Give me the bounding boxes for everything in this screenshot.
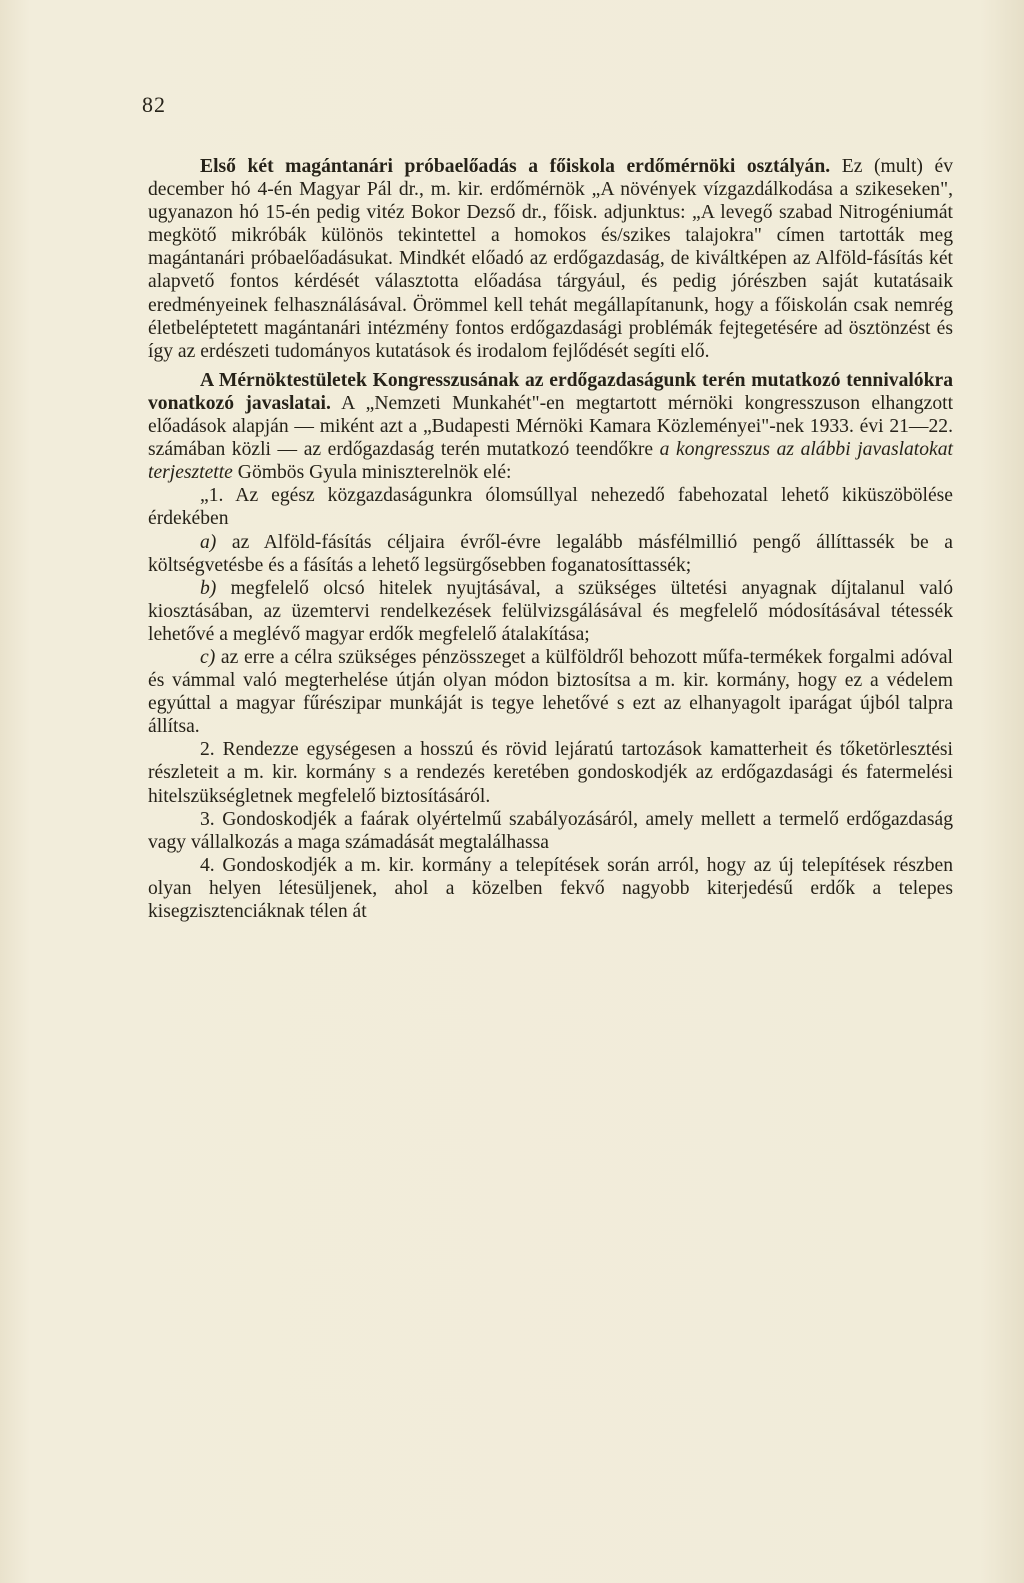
- article-paragraph-habilitation: [148, 155, 953, 363]
- list-subitem-c-text: az erre a célra szükséges pénzösszeget a külföldről behozott műfa-termékek forgalmi adóval és vámmal való megterhelése útján olyan módon biztosítsa a m. kir. kormány, hogy ez a védelem egyúttal a magyar fűrészipar munkáját is tegye lehetővé s ezt az elhanyagolt iparágat újból talpra állítsa.: [148, 646, 954, 738]
- article-heading-congress: A Mérnöktestületek Kongresszusának az erdőgazdaságunk terén mutatkozó tennivalókra vonatkozó javaslatai.: [148, 369, 953, 414]
- list-subitem-a-text: az Alföld-fásítás céljaira évről-évre legalább másfélmillió pengő állíttassék be a költségvetésbe és a fásítás a lehető legsürgősebben foganatosíttassék;: [148, 531, 953, 576]
- list-item-4: 4. Gondoskodjék a m. kir. kormány a telepítések során arról, hogy az új telepítések részben olyan helyen létesüljenek, ahol a közelben fekvő nagyobb kiterjedésű erdők a telepes kisegzisztenciáknak télen át: [148, 854, 953, 922]
- list-subitem-b-text: megfelelő olcsó hitelek nyujtásával, a szükséges ültetési anyagnak díjtalanul való kiosztásában, az üzemtervi rendelkezések felülvizsgálásával és megfelelő módosításával tétessék lehetővé a meglévő magyar erdők megfelelő átalakítása;: [148, 577, 953, 645]
- article-body-habilitation: Ez (mult) év december hó 4-én Magyar Pál dr., m. kir. erdőmérnök „A növények vízgazdálkodása a szikeseken", ugyanazon hó 15-én pedig vitéz Bokor Dezső dr., főisk. adjunktus: „A levegő szabad Nitrogéniumát megkötő mikróbák különös tekintettel a homokos és/szikes talajokra" címen tartották meg magántanári próbaelőadásukat. Mindkét előadó az erdőgazdaság, de kiváltképen az Alföld-fásítás két alapvető fontos kérdését választotta előadása tárgyául, és pedig jórészben saját kutatásaik eredményeinek felhasználásával. Örömmel kell tehát megállapítanunk, hogy a főiskolán csak nemrég életbeléptetett magántanári intézmény fontos erdőgazdasági problémák fejtegetésére ad ösztönzést és így az erdészeti tudományos kutatások és irodalom fejlődését segíti elő.: [148, 156, 953, 362]
- list-subitem-c: [148, 646, 953, 738]
- list-marker-a: a): [200, 531, 217, 553]
- article-body-congress-start: A „Nemzeti Munkahét"-en megtartott mérnöki kongresszuson elhangzott előadások alapján — miként azt a „Budapesti Mérnöki Kamara Közleményei"-nek 1933. évi 21—22. számában közli — az erdőgazdaság terén mutatkozó teendőkre: [148, 392, 954, 461]
- page-content: [148, 155, 953, 923]
- article-body-congress-italic: a kongresszus az alábbi javaslatokat terjesztette: [148, 439, 953, 484]
- article-heading-habilitation: Első két magántanári próbaelőadás a főiskola erdőmérnöki osztályán.: [200, 156, 831, 177]
- article-body-congress-end: Gömbös Gyula miniszterelnök elé:: [232, 462, 512, 484]
- list-subitem-a: [148, 531, 953, 577]
- list-marker-c: c): [200, 646, 216, 668]
- list-item-2: 2. Rendezze egységesen a hosszú és rövid lejáratú tartozások kamatterheit és tőketörlesztési részleteit a m. kir. kormány s a rendezés keretében gondoskodjék az erdőgazdasági és fatermelési hitelszükségletnek megfelelő biztosításáról.: [148, 739, 953, 807]
- list-subitem-b: [148, 577, 953, 646]
- article-paragraph-congress: [148, 369, 953, 484]
- list-marker-b: b): [200, 577, 217, 599]
- list-item-3: 3. Gondoskodjék a faárak olyértelmű szabályozásáról, amely mellett a termelő erdőgazdaság vagy vállalkozás a maga számadását megtalálhassa: [148, 808, 953, 853]
- page-number: 82: [142, 92, 166, 117]
- list-item-1: „1. Az egész közgazdaságunkra ólomsúllyal nehezedő fabehozatal lehető kiküszöbölése érdekében: [148, 485, 953, 530]
